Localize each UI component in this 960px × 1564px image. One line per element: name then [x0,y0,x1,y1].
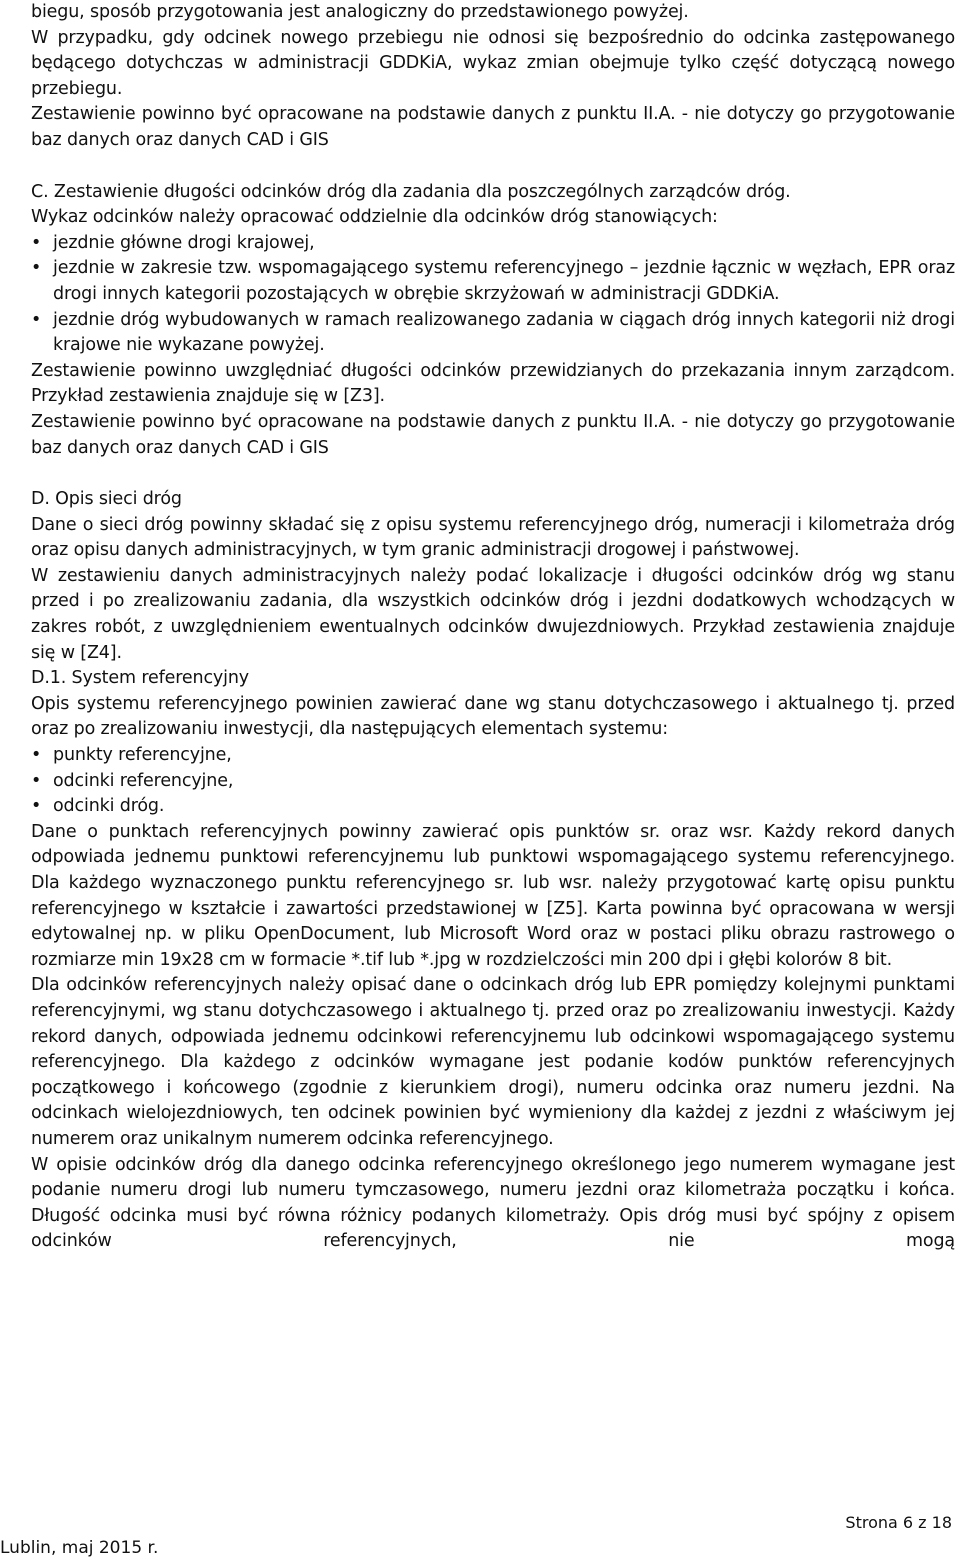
bullet-icon: • [31,745,42,766]
list-item [31,794,955,820]
bullet-icon: • [31,232,42,253]
section-d-paragraph: Dane o punktach referencyjnych powinny zawierać opis punktów sr. oraz wsr. Każdy rekord danych odpowiada jednemu punktowi referencyjnemu lub punktowi wspomagającego systemu referencyjnego. Dla każdego wyznaczonego punktu referencyjnego sr. lub wsr. należy przygotować kartę opisu punktu referencyjnego w kształcie i zawartości przedstawionej w [Z5]. Karta powinna być opracowana w wersji edytowalnej np. w pliku OpenDocument, lub Microsoft Word oraz w postaci pliku obrazu rastrowego o rozmiarze min 19x28 cm w formacie *.tif lub *.jpg w rozdzielczości min 200 dpi i głębi kolorów 8 bit. [31,821,955,970]
section-d-paragraph: Dane o sieci dróg powinny składać się z opisu systemu referencyjnego dróg, numeracji i kilometraża dróg oraz opisu danych administracyjnych, w tym granic administracji drogowej i państwowej. [31,514,955,561]
bullet-icon: • [31,309,42,330]
paragraph-cont: biegu, sposób przygotowania jest analogiczny do przedstawionego powyżej. [31,2,689,22]
section-d-paragraph: Dla odcinków referencyjnych należy opisać dane o odcinkach dróg lub EPR pomiędzy kolejnymi punktami referencyjnymi, wg stanu dotychczasowego i aktualnego tj. przed oraz po zrealizowaniu inwestycji. Każdy rekord danych, odpowiada jednemu odcinkowi referencyjnemu lub odcinkowi wspomagającego systemu referencyjnego. Dla każdego z odcinków wymagane jest podanie kodów punktów referencyjnych początkowego i końcowego (zgodnie z kierunkiem drogi), numeru odcinka oraz numeru jezdni. Na odcinkach wielojezdniowych, ten odcinek powinien być wymieniony dla każdej z jezdni z właściwym jej numerem oraz unikalnym numerem odcinka referencyjnego. [31,975,955,1149]
section-d-paragraph: W zestawieniu danych administracyjnych należy podać lokalizacje i długości odcinków dróg wg stanu przed i po zrealizowaniu zadania, dla wszystkich odcinków dróg i jezdni dodatkowych wchodzących w zakres robót, z uwzględnieniem ewentualnych odcinków dwujezdniowych. Przykład zestawienia znajduje się w [Z4]. [31,565,955,663]
paragraph-basis: Zestawienie powinno być opracowane na podstawie danych z punktu II.A. - nie dotyczy go przygotowanie baz danych oraz danych CAD i GIS [31,104,955,150]
section-c-heading: C. Zestawienie długości odcinków dróg dla zadania dla poszczególnych zarządców dróg. [31,181,791,202]
list-item-text: punkty referencyjne, [53,745,232,766]
footer-place-date: Lublin, maj 2015 r. [0,1538,159,1558]
list-item-text: jezdnie w zakresie tzw. wspomagającego systemu referencyjnego – jezdnie łącznic w węzłach, EPR oraz drogi innych kategorii pozostających w obrębie skrzyżowań w administracji GDDKiA. [53,258,955,304]
bullet-icon: • [31,770,42,791]
page-number: Strona 6 z 18 [845,1513,952,1532]
paragraph-replacement: W przypadku, gdy odcinek nowego przebiegu nie odnosi się bezpośrednio do odcinka zastępowanego będącego dotychczas w administracji GDDKiA, wykaz zmian obejmuje tylko część dotyczącą nowego przebiegu. [31,27,955,99]
list-item [31,769,955,795]
list-item [31,231,955,257]
bullet-icon: • [31,258,42,279]
list-item-text: odcinki dróg. [53,796,165,817]
subsection-heading: D.1. System referencyjny [31,668,249,689]
list-item-text: jezdnie główne drogi krajowej, [53,232,315,253]
section-d-paragraph: W opisie odcinków dróg dla danego odcinka referencyjnego określonego jego numerem wymagane jest podanie numeru drogi lub numeru tymczasowego, numeru jezdni oraz kilometraża początku i końca. Długość odcinka musi być równa różnicy podanych kilometraży. Opis dróg musi być spójny z opisem odcinków referencyjnych, nie mogą [31,1154,955,1252]
list-item-text: jezdnie dróg wybudowanych w ramach realizowanego zadania w ciągach dróg innych kategorii niż drogi krajowe nie wykazane powyżej. [53,309,955,356]
document-page [31,0,955,1255]
section-d-paragraph: Opis systemu referencyjnego powinien zawierać dane wg stanu dotychczasowego i aktualnego tj. przed oraz po zrealizowaniu inwestycji, dla następujących elementach systemu: [31,693,955,740]
list-item [31,743,955,769]
section-c-paragraph: Zestawienie powinno uwzględniać długości odcinków przewidzianych do przekazania innym zarządcom. Przykład zestawienia znajduje się w [Z3]. [31,360,955,407]
section-c-paragraph: Zestawienie powinno być opracowane na podstawie danych z punktu II.A. - nie dotyczy go przygotowanie baz danych oraz danych CAD i GIS [31,411,955,458]
section-d-heading: D. Opis sieci dróg [31,489,182,510]
list-item [31,256,955,307]
list-item-text: odcinki referencyjne, [53,770,234,791]
section-c-intro: Wykaz odcinków należy opracować oddzielnie dla odcinków dróg stanowiących: [31,207,718,228]
bullet-icon: • [31,796,42,817]
list-item [31,308,955,359]
